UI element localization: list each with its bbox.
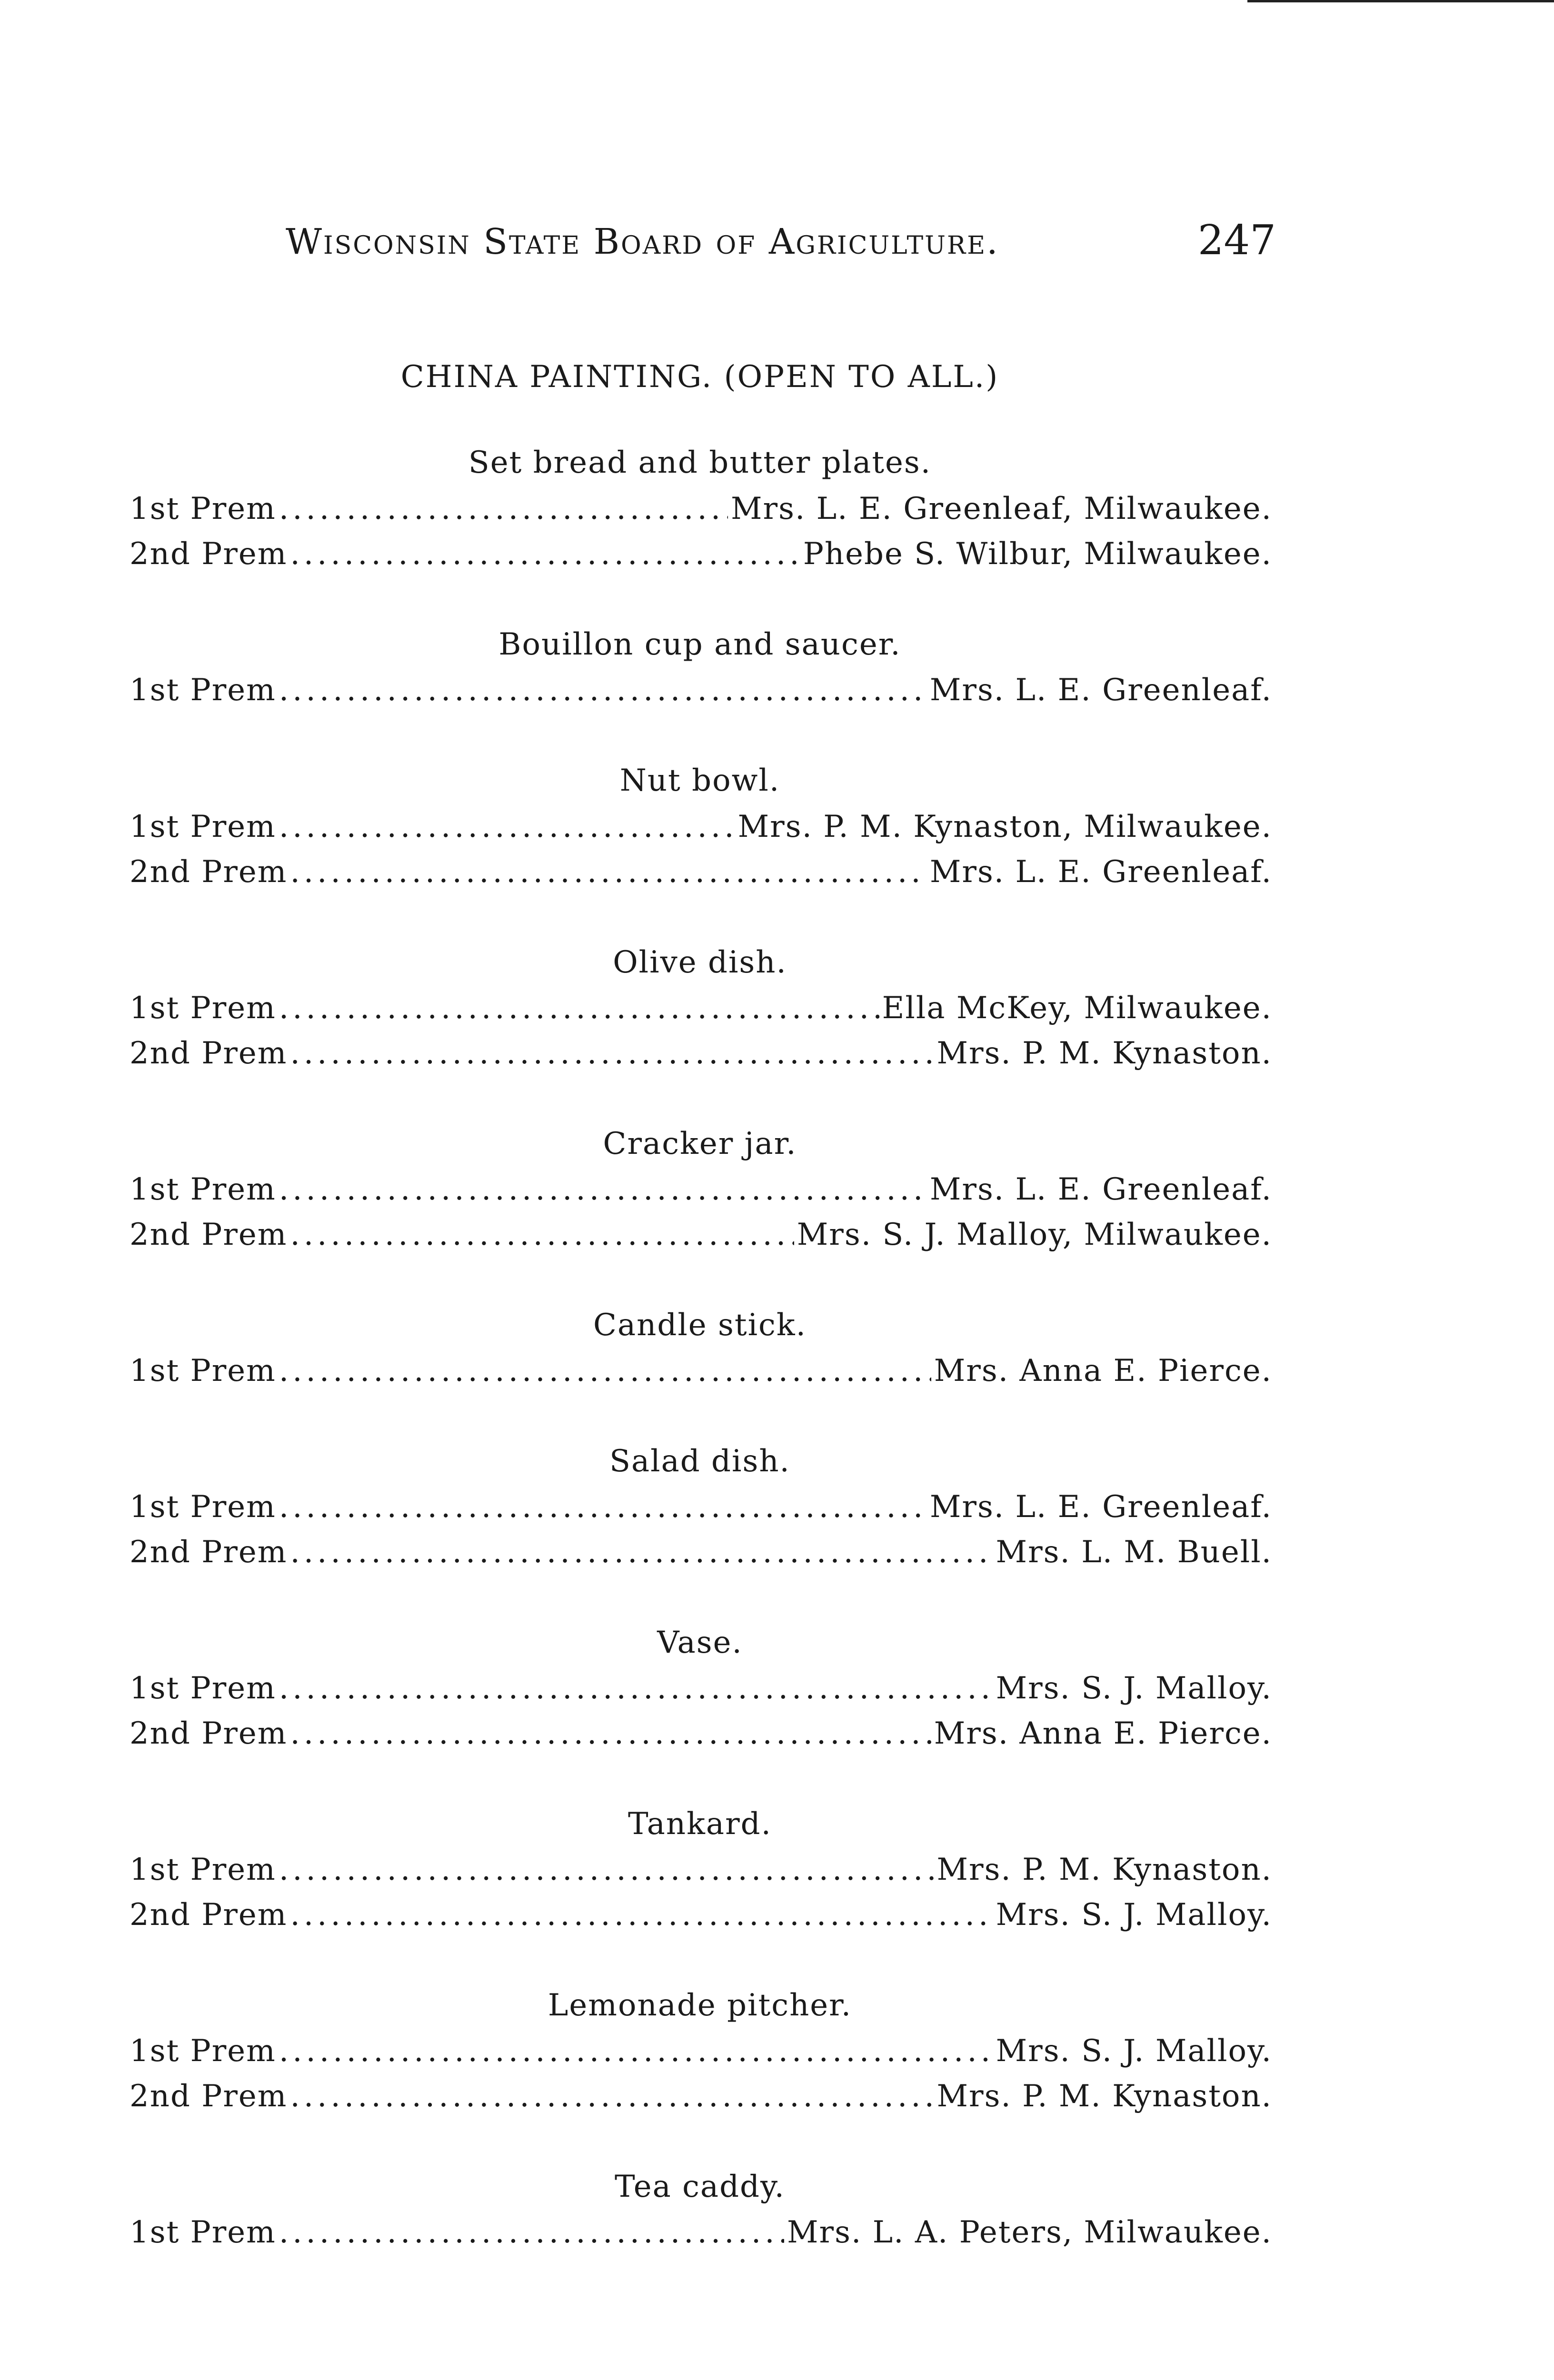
prize-label: 1st Prem	[130, 1852, 276, 1887]
prize-label: 2nd Prem	[130, 1716, 288, 1751]
prize-entry	[130, 1671, 1272, 1709]
winner-name: Mrs. S. J. Malloy.	[996, 1671, 1272, 1706]
prize-label: 1st Prem	[130, 809, 276, 844]
category-title: Tankard.	[628, 1806, 772, 1842]
dot-leader	[290, 536, 800, 572]
top-edge-rule	[1247, 0, 1554, 2]
prize-entry	[130, 1353, 1272, 1391]
dot-leader	[290, 854, 926, 890]
prize-entry	[130, 2033, 1272, 2072]
dot-leader	[279, 2215, 784, 2250]
prize-label: 1st Prem	[130, 1172, 276, 1207]
winner-name: Mrs. L. E. Greenleaf.	[929, 854, 1272, 890]
winner-name: Mrs. Anna E. Pierce.	[934, 1716, 1272, 1751]
section-title: CHINA PAINTING. (OPEN TO ALL.)	[400, 359, 999, 395]
winner-name: Ella McKey, Milwaukee.	[882, 991, 1272, 1026]
winner-name: Mrs. P. M. Kynaston, Milwaukee.	[737, 809, 1272, 844]
prize-entry	[130, 809, 1272, 847]
category-title: Vase.	[657, 1625, 743, 1660]
dot-leader	[279, 1172, 927, 1207]
category-title: Nut bowl.	[619, 763, 780, 798]
prize-label: 1st Prem	[130, 1671, 276, 1706]
dot-leader	[290, 2079, 934, 2114]
prize-label: 2nd Prem	[130, 854, 288, 890]
dot-leader	[279, 1489, 927, 1525]
dot-leader	[279, 991, 879, 1026]
winner-name: Mrs. L. E. Greenleaf.	[929, 1489, 1272, 1525]
prize-label: 1st Prem	[130, 1353, 276, 1388]
dot-leader	[290, 1716, 931, 1751]
winner-name: Mrs. P. M. Kynaston.	[936, 1036, 1272, 1071]
winner-name: Phebe S. Wilbur, Milwaukee.	[803, 536, 1272, 572]
category-title: Cracker jar.	[603, 1126, 797, 1161]
prize-label: 1st Prem	[130, 2033, 276, 2069]
category-title: Lemonade pitcher.	[548, 1988, 852, 2023]
page-header	[286, 217, 1276, 278]
prize-entry	[130, 1897, 1272, 1935]
dot-leader	[279, 491, 728, 526]
dot-leader	[279, 673, 927, 708]
prize-label: 2nd Prem	[130, 1217, 288, 1252]
category-title: Candle stick.	[593, 1308, 807, 1343]
prize-entry	[130, 1489, 1272, 1527]
running-title: Wisconsin State Board of Agriculture.	[286, 221, 999, 262]
prize-entry	[130, 1716, 1272, 1754]
category-title: Salad dish.	[609, 1444, 790, 1479]
prize-label: 2nd Prem	[130, 2079, 288, 2114]
category-title: Tea caddy.	[614, 2169, 786, 2204]
dot-leader	[279, 1353, 931, 1388]
winner-name: Mrs. L. M. Buell.	[996, 1535, 1272, 1570]
prize-label: 1st Prem	[130, 2215, 276, 2250]
page-number: 247	[1197, 217, 1276, 264]
dot-leader	[279, 1852, 934, 1887]
winner-name: Mrs. L. E. Greenleaf, Milwaukee.	[730, 491, 1272, 526]
prize-label: 2nd Prem	[130, 1897, 288, 1933]
dot-leader	[279, 2033, 993, 2069]
prize-entry	[130, 536, 1272, 575]
prize-entry	[130, 991, 1272, 1029]
prize-entry	[130, 1172, 1272, 1210]
category-title: Bouillon cup and saucer.	[498, 627, 901, 662]
prize-label: 2nd Prem	[130, 1036, 288, 1071]
prize-entry	[130, 854, 1272, 892]
dot-leader	[279, 809, 735, 844]
category-title: Olive dish.	[613, 945, 787, 980]
winner-name: Mrs. P. M. Kynaston.	[936, 2079, 1272, 2114]
prize-entry	[130, 1217, 1272, 1255]
dot-leader	[290, 1897, 993, 1933]
category-title: Set bread and butter plates.	[468, 445, 932, 480]
winner-name: Mrs. S. J. Malloy.	[996, 1897, 1272, 1933]
winner-name: Mrs. L. E. Greenleaf.	[929, 673, 1272, 708]
prize-entry	[130, 1036, 1272, 1074]
winner-name: Mrs. P. M. Kynaston.	[936, 1852, 1272, 1887]
winner-name: Mrs. Anna E. Pierce.	[934, 1353, 1272, 1388]
dot-leader	[290, 1535, 993, 1570]
prize-label: 1st Prem	[130, 491, 276, 526]
winner-name: Mrs. S. J. Malloy, Milwaukee.	[797, 1217, 1272, 1252]
dot-leader	[290, 1217, 794, 1252]
winner-name: Mrs. S. J. Malloy.	[996, 2033, 1272, 2069]
dot-leader	[290, 1036, 934, 1071]
prize-entry	[130, 2079, 1272, 2117]
prize-label: 1st Prem	[130, 1489, 276, 1525]
prize-entry	[130, 673, 1272, 711]
prize-entry	[130, 1535, 1272, 1573]
prize-entry	[130, 1852, 1272, 1890]
prize-entry	[130, 491, 1272, 529]
winner-name: Mrs. L. A. Peters, Milwaukee.	[787, 2215, 1272, 2250]
prize-label: 2nd Prem	[130, 1535, 288, 1570]
prize-label: 1st Prem	[130, 991, 276, 1026]
dot-leader	[279, 1671, 993, 1706]
winner-name: Mrs. L. E. Greenleaf.	[929, 1172, 1272, 1207]
prize-label: 2nd Prem	[130, 536, 288, 572]
prize-label: 1st Prem	[130, 673, 276, 708]
prize-entry	[130, 2215, 1272, 2253]
